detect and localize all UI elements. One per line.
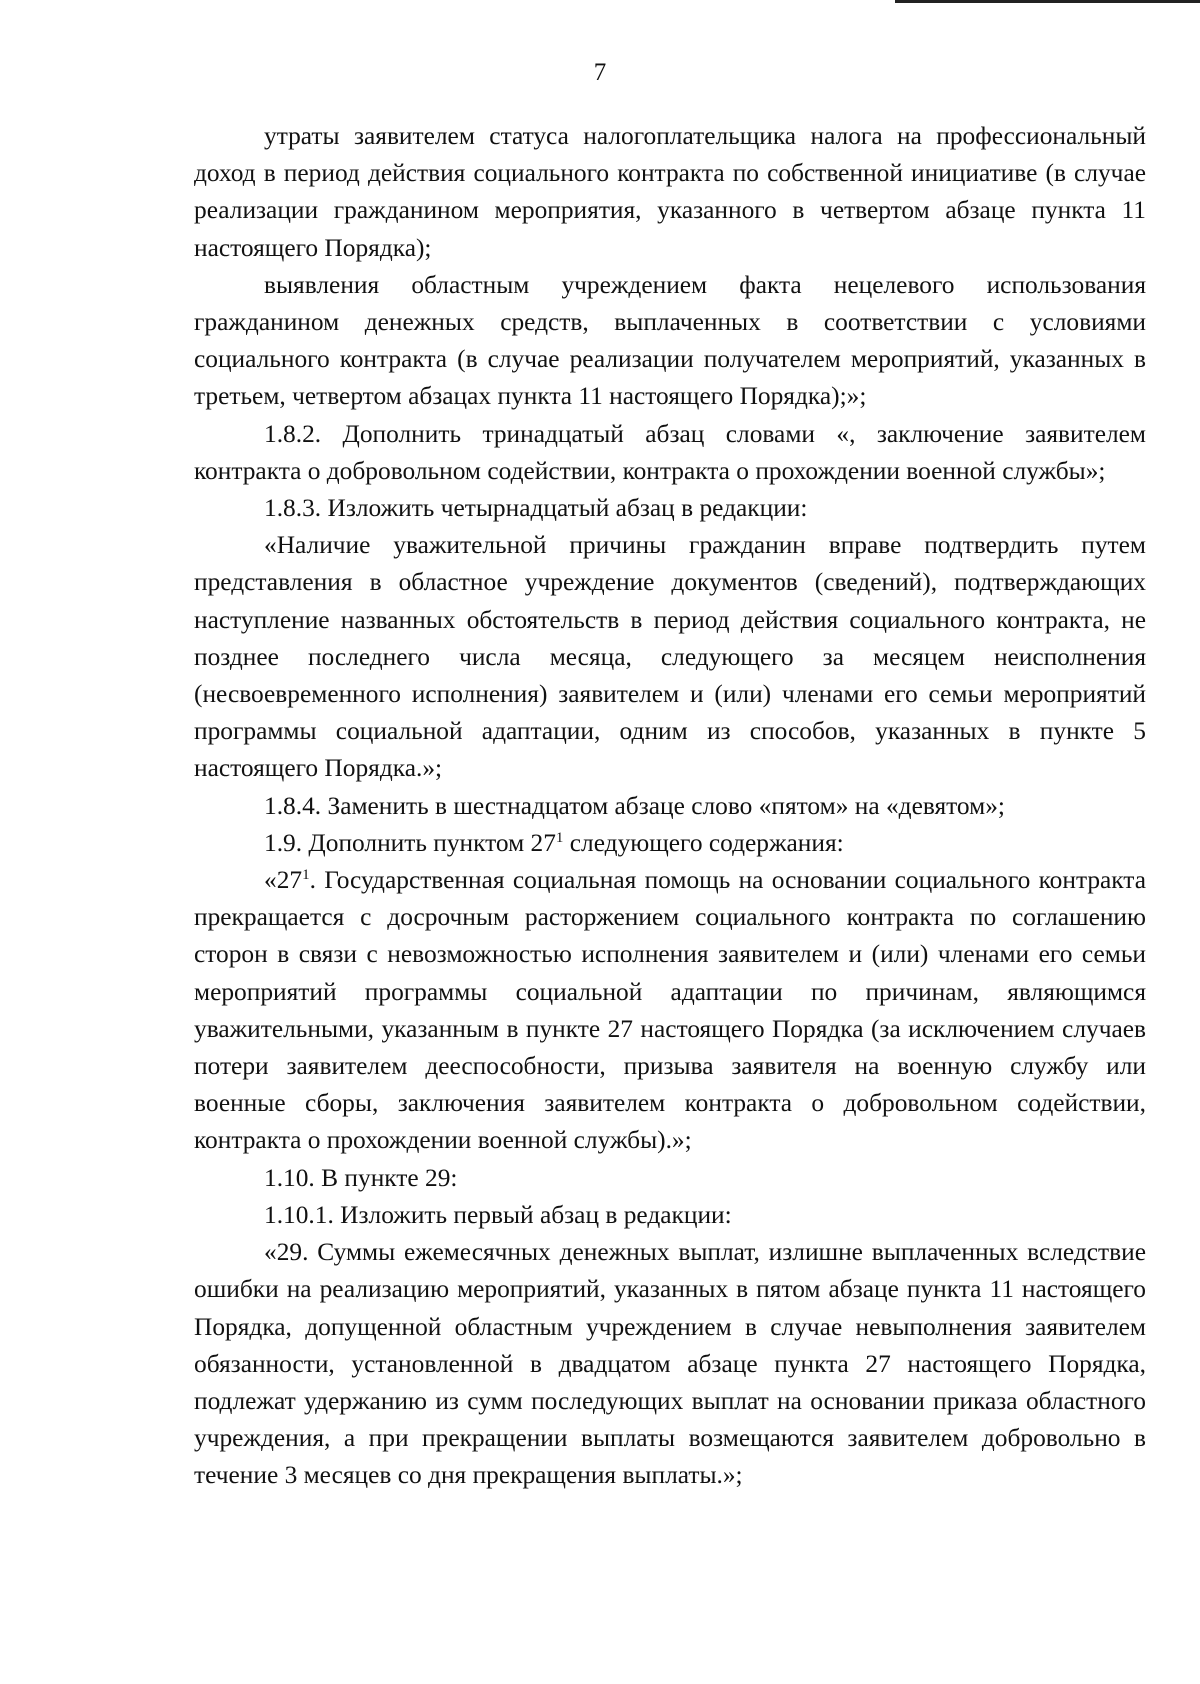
paragraph-1-9 — [194, 825, 1146, 862]
paragraph-misuse-of-funds: выявления областным учреждением факта нецелевого использования гражданином денежных средств, выплаченных в соответствии с условиями социального контракта (в случае реализации получателем мероприятий, указанных в третьем, четвертом абзацах пункта 11 настоящего Порядка);»; — [194, 270, 1146, 411]
paragraph-27-1-quote — [194, 862, 1146, 1160]
paragraph-1-8-2: 1.8.2. Дополнить тринадцатый абзац словами «, заключение заявителем контракта о добровольном содействии, контракта о прохождении военной службы»; — [194, 419, 1146, 485]
paragraph-27-1-superscript: 1 — [302, 867, 310, 884]
paragraph-1-10-1: 1.10.1. Изложить первый абзац в редакции: — [264, 1200, 732, 1229]
paragraph-27-1-text: . Государственная социальная помощь на основании социального контракта прекращается с досрочным расторжением социального контракта по соглашению сторон в связи с невозможностью исполнения заявителем и (или) членами его семьи мероприятий программы социальной адаптации по причинам, являющимся уважительными, указанным в пункте 27 настоящего Порядка (за исключением случаев потери заявителем дееспособности, призыва заявителя на военную службу или военные сборы, заключения заявителем контракта о добровольном содействии, контракта о прохождении военной службы).»; — [194, 866, 1146, 1155]
top-edge-rule — [895, 0, 1200, 3]
paragraph-1-9-text: 1.9. Дополнить пунктом 27 — [264, 828, 556, 857]
paragraph-good-reason-quote: «Наличие уважительной причины гражданин вправе подтвердить путем представления в областное учреждение документов (сведений), подтверждающих наступление названных обстоятельств в период действия социального контракта, не позднее последнего числа месяца, следующего за месяцем неисполнения (несвоевременного исполнения) заявителем и (или) членами его семьи мероприятий программы социальной адаптации, одним из способов, указанных в пункте 5 настоящего Порядка.»; — [194, 531, 1146, 783]
paragraph-1-9-superscript: 1 — [555, 829, 564, 846]
document-body — [194, 118, 1146, 1495]
paragraph-loss-of-tax-status: утраты заявителем статуса налогоплательщика налога на профессиональный доход в период действия социального контракта по собственной инициативе (в случае реализации гражданином мероприятия, указанного в четвертом абзаце пункта 11 настоящего Порядка); — [194, 122, 1146, 262]
paragraph-1-9-text-end: следующего содержания: — [563, 828, 844, 857]
page-number: 7 — [593, 59, 607, 86]
paragraph-29-quote: «29. Суммы ежемесячных денежных выплат, излишне выплаченных вследствие ошибки на реализацию мероприятий, указанных в пятом абзаце пункта 11 настоящего Порядка, допущенной областным учреждением в случае невыполнения заявителем обязанности, установленной в двадцатом абзаце пункта 27 настоящего Порядка, подлежат удержанию из сумм последующих выплат на основании приказа областного учреждения, а при прекращении выплаты возмещаются заявителем добровольно в течение 3 месяцев со дня прекращения выплаты.»; — [194, 1238, 1146, 1490]
paragraph-27-1-number: «27 — [264, 866, 303, 895]
paragraph-1-8-4: 1.8.4. Заменить в шестнадцатом абзаце слово «пятом» на «девятом»; — [264, 791, 1005, 820]
paragraph-1-8-3: 1.8.3. Изложить четырнадцатый абзац в редакции: — [264, 494, 808, 523]
paragraph-1-10: 1.10. В пункте 29: — [264, 1163, 458, 1192]
